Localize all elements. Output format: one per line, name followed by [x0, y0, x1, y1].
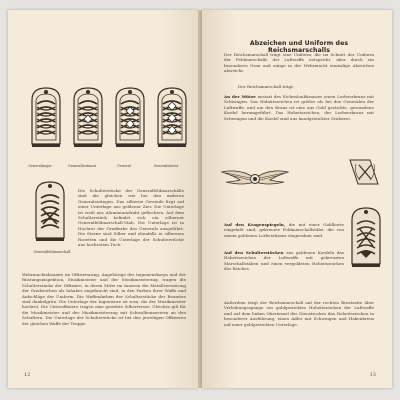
item-shoulder-label: Auf den Schulterstücken — [224, 250, 284, 255]
item-cap-text: anstatt des Eichenlaubkranzes einen Lorbeerkranz mit Schwingen. Das Hoheitszeichen ist größer als bei den Generalen der Luftwaffe, und um den Kranz ist eine aus Gold gestickte, gewundene Kordel herumgeführt. Das Hoheitszeichen, der Lorbeerkranz mit Schwingen und die Kordel sind aus handgestickter Stickerei. — [224, 94, 374, 121]
caption-generalmajor: Generalmajor — [28, 164, 52, 168]
caption-generalleutnant: Generalleutnant — [67, 164, 97, 168]
shoulder-board-generalleutnant — [74, 88, 102, 147]
item-cap — [224, 94, 374, 121]
shoulder-board-general — [116, 88, 144, 147]
item-collar-label: Auf den Kragenspiegeln, — [224, 222, 286, 227]
intro-paragraph: Der Reichsmarschall trägt eine Uniform, die im Schnitt der Uniform der Feldmarschälle der Luftwaffe entspricht, aber durch ein besonderes Grau und einige in der Wehrmacht einmalige Abzeichen abweicht. — [224, 52, 374, 74]
sub-intro: Der Reichsmarschall trägt: — [238, 84, 295, 89]
cap-wings-badge — [220, 166, 290, 188]
item-collar — [224, 222, 344, 238]
item-shoulder — [224, 250, 344, 272]
shoulder-board-generalmajor — [32, 88, 60, 147]
collar-tab-icon — [346, 156, 382, 188]
caption-generaloberst: Generaloberst — [153, 164, 179, 168]
booklet-spread — [0, 6, 400, 394]
right-page — [202, 10, 392, 388]
caption-general: General — [117, 164, 131, 168]
caption-generalfeldmarschall: Generalfeldmarschall — [33, 250, 71, 254]
item-collar-text: die mit einer Goldborte eingefaßt sind, gekreuzte Feldmarschallstäbe, die von einem goldenen Lorbeerkranz eingerahmt sind. — [224, 222, 344, 238]
shoulder-board-generalfeldmarschall — [32, 180, 72, 246]
left-page — [8, 10, 198, 388]
reichsmarschall-shoulder-board — [348, 206, 384, 272]
shoulder-boards-row — [20, 86, 190, 172]
outro-paragraph: Außerdem trägt der Reichsmarschall auf der rechten Brustseite über Verleihungsspange ein goldgesticktes Hoheitszeichen der Luftwaffe und auf dem linken Oberärmel des Dienstrockes das Hoheitszeichen in besonderer Ausführung, einen Adler mit Schwingen und Hakenkreuz auf einer goldgestickten Unterlage. — [224, 300, 374, 327]
page-heading: Abzeichen und Uniform des Reichsmarschalls — [249, 40, 349, 54]
page-number-left: 12 — [24, 372, 31, 378]
left-text-block-2: Wehrmachtsbeamte im Offiziersrang, Angehörige des Ingenieurkorps und der Rüstungsinspektion, Musikmeister und der Musikmeisterzug, tragen die Schulterstücke der Offiziere, in deren Mitte im Inneren die Metallverzierung der Gradzeichen als Inhaber angebracht sind, in den Farben ihrer Waffe und Aufschläge der Uniform. Die Waffenfarben der Schulterstücke der Beamten sind dunkelgrün. Die Unterlage der Ingenieure ist rosa, die der Musikmeister hochrot. Die Unteroffiziere tragen eine gewebte Silbertresse. Gleiches gilt für die Musikmeister und der Musikmeisterzug mit Schwalbennestern an den Schultern. Die Unterlage der Schulterstücke ist bei den jeweiligen Offizieren der gleichen Waffe der Truppe. — [22, 272, 186, 326]
left-text-block-1: Die Schulterstücke der Generalfeldmarschälle sind die gleichen wie bei den anderen Generalsträngen. Das silberne Gewinde liegt auf einer Unterlage aus goldener Zier. Die Unterlage ist weiß aus Aluminiumdraht geflochten. Auf dem Schulterstück befindet sich ein silberner Generalfeldmarschall-Stab. Die Unterlage ist in Hochrot der Gradfarbe des Generals ausgeführt. Die Sterne sind Silber und ebenfalls in silbernen Rosetten und die Unterlage der Schulterstücke aus hochrotem Tuch. — [78, 188, 184, 248]
page-number-right: 13 — [369, 372, 376, 378]
item-cap-label: An der Mütze — [224, 94, 256, 99]
shoulder-board-generaloberst — [158, 88, 186, 147]
item-shoulder-text: aus goldenen Kordeln das Hoheitszeichen der Luftwaffe mit gekreuzten Marschallstäben und einen vergoldeten Hoheitszeichen des Reiches. — [224, 250, 344, 272]
